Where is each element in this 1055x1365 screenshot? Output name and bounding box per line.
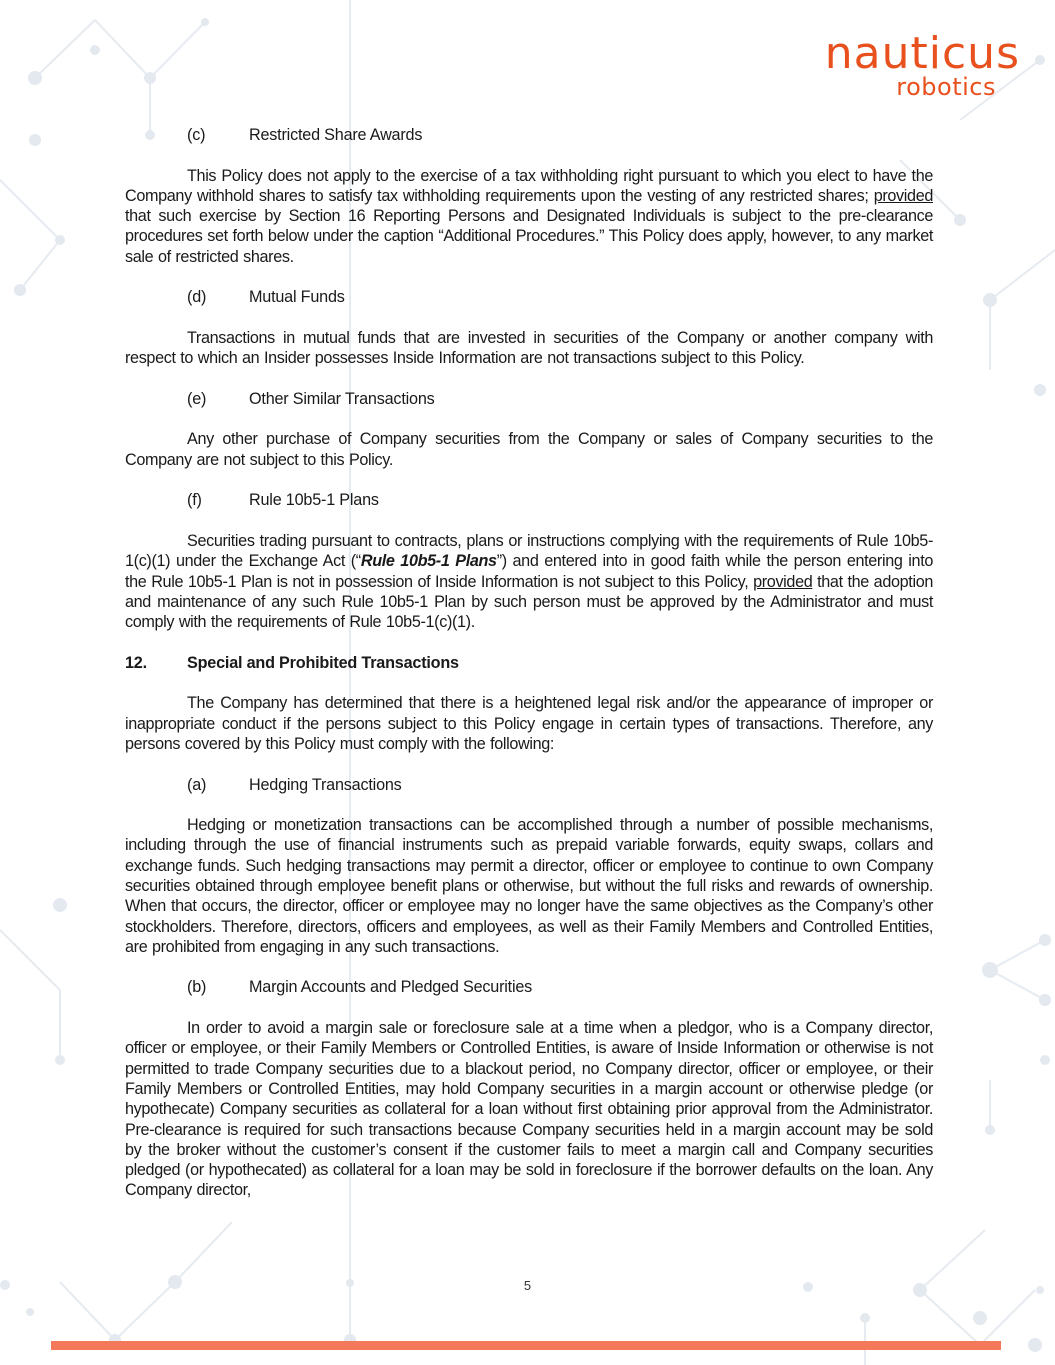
- paragraph-hedging-transactions: Hedging or monetization transactions can be accomplished through a number of possible mechanisms, including through the use of financial instruments such as prepaid variable forwards, equity swaps, collars and exchange funds. Such hedging transactions may permit a director, officer or employee to continue to own Company securities obtained through employee benefit plans or otherwise, but without the full risks and rewards of ownership. When that occurs, the director, officer or employee may no longer have the same objectives as the Company’s other stockholders. Therefore, directors, officers and employees, as well as their Family Members and Controlled Entities, are prohibited from engaging in any such transactions.: [125, 816, 933, 956]
- subsection-heading-a: [125, 775, 933, 795]
- text-run: Securities trading pursuant to contracts, plans or instructions complying with the requirements of Rule 10b5-1(c)(1) under the Exchange Act (“: [125, 531, 933, 571]
- subsection-label: (b): [187, 978, 207, 997]
- logo-wordmark: nauticus: [824, 28, 1020, 79]
- underlined-term: provided: [753, 572, 813, 591]
- subsection-title: Mutual Funds: [249, 288, 345, 307]
- paragraph-section-12-intro: The Company has determined that there is a heightened legal risk and/or the appearance of improper or inappropriate conduct if the persons subject to this Policy engage in certain types of transactions. Therefore, any persons covered by this Policy must comply with the following:: [125, 694, 933, 753]
- subsection-title: Restricted Share Awards: [249, 126, 423, 144]
- section-number: 12.: [125, 653, 147, 672]
- subsection-title: Hedging Transactions: [249, 775, 402, 794]
- subsection-heading-f: [125, 490, 933, 510]
- subsection-title: Rule 10b5-1 Plans: [249, 491, 379, 510]
- subsection-heading-b: [125, 977, 933, 997]
- subsection-label: (d): [187, 288, 207, 307]
- text-run: that such exercise by Section 16 Reporting Persons and Designated Individuals is subject to the pre-clearance procedures set forth below under the caption “Additional Procedures.” This Policy does apply, however, to any market sale of restricted shares.: [125, 207, 933, 266]
- paragraph-restricted-share-awards: [125, 166, 933, 267]
- subsection-label: (c): [187, 126, 206, 144]
- paragraph-mutual-funds: Transactions in mutual funds that are invested in securities of the Company or another company with respect to which an Insider possesses Inside Information are not transactions subject to this Policy.: [125, 328, 933, 368]
- paragraph-rule-10b5-1-plans: [125, 531, 933, 632]
- subsection-label: (e): [187, 389, 207, 408]
- subsection-title: Margin Accounts and Pledged Securities: [249, 978, 533, 997]
- footer-accent-bar: [51, 1341, 1001, 1350]
- text-run: This Policy does not apply to the exercise of a tax withholding right pursuant to which you elect to have the Company withhold shares to satisfy tax withholding requirements upon the vesting of any restricted shares;: [125, 166, 933, 205]
- subsection-heading-e: [125, 389, 933, 409]
- text-run: ”) and entered into in good faith while the person entering into the Rule 10b5-1 Plan is not in possession of Inside Information is not subject to this Policy,: [125, 552, 933, 591]
- subsection-label: (a): [187, 775, 207, 794]
- page-number: 5: [523, 1278, 532, 1293]
- logo-subtitle: robotics: [896, 73, 996, 101]
- company-logo: [824, 28, 1020, 101]
- subsection-heading-c: [125, 125, 933, 145]
- subsection-title: Other Similar Transactions: [249, 389, 435, 408]
- document-body: [125, 125, 933, 1221]
- section-title: Special and Prohibited Transactions: [187, 653, 459, 672]
- section-heading-12: [125, 653, 933, 673]
- defined-term: Rule 10b5-1 Plans: [360, 552, 497, 571]
- subsection-label: (f): [187, 491, 202, 510]
- paragraph-other-similar-transactions: Any other purchase of Company securities from the Company or sales of Company securities to the Company are not subject to this Policy.: [125, 430, 933, 469]
- paragraph-margin-accounts: In order to avoid a margin sale or foreclosure sale at a time when a pledgor, who is a Company director, officer or employee, or their Family Members or Controlled Entities, is aware of Inside Information or otherwise is not permitted to trade Company securities due to a blackout period, no Company director, officer or employee, or their Family Members or Controlled Entities, may hold Company securities in a margin account or otherwise pledge (or hypothecate) Company securities as collateral for a loan without first obtaining prior approval from the Administrator. Pre-clearance is required for such transactions because Company securities held in a margin account may be sold by the broker without the customer’s consent if the customer fails to meet a margin call and Company securities pledged (or hypothecated) as collateral for a loan may be sold in foreclosure if the borrower defaults on the loan. Any Company director,: [125, 1019, 933, 1200]
- text-run: that the adoption and maintenance of any such Rule 10b5-1 Plan by such person must be approved by the Administrator and must comply with the requirements of Rule 10b5-1(c)(1).: [125, 572, 933, 632]
- subsection-heading-d: [125, 287, 933, 307]
- underlined-term: provided: [873, 186, 933, 205]
